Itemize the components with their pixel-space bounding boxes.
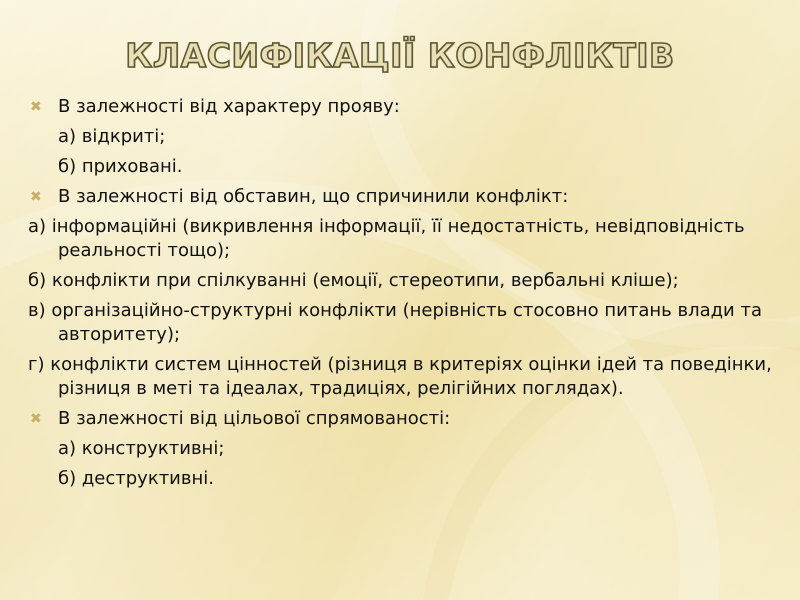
- bullet-item: [28, 185, 780, 209]
- paragraph-item: в) організаційно-структурні конфлікти (нерівність стосовно питань влади та авторитету);: [28, 300, 762, 345]
- sub-item: а) конструктивні;: [58, 438, 225, 459]
- sub-item: а) відкриті;: [58, 126, 166, 147]
- bullet-item: [28, 95, 780, 119]
- x-bullet-icon: ✖: [30, 99, 42, 115]
- paragraph-item: г) конфлікти систем цінностей (різниця в критеріях оцінки ідей та поведінки, різниця в меті та ідеалах, традиціях, релігійних поглядах).: [28, 354, 772, 399]
- x-bullet-icon: ✖: [30, 411, 42, 427]
- slide-title: КЛАСИФІКАЦІЇ КОНФЛІКТІВ: [125, 36, 675, 75]
- bullet-text: В залежності від обставин, що спричинили конфлікт:: [58, 186, 569, 207]
- sub-item: б) деструктивні.: [58, 468, 214, 489]
- paragraph-item: а) інформаційні (викривлення інформації, її недостатність, невідповідність реальності тощо);: [28, 216, 745, 261]
- slide-content: [28, 95, 780, 497]
- sub-item: б) приховані.: [58, 156, 183, 177]
- paragraph-item: б) конфлікти при спілкуванні (емоції, стереотипи, вербальні кліше);: [28, 270, 679, 291]
- bullet-item: [28, 407, 780, 431]
- x-bullet-icon: ✖: [30, 189, 42, 205]
- bullet-text: В залежності від характеру прояву:: [58, 96, 400, 117]
- bullet-text: В залежності від цільової спрямованості:: [58, 408, 451, 429]
